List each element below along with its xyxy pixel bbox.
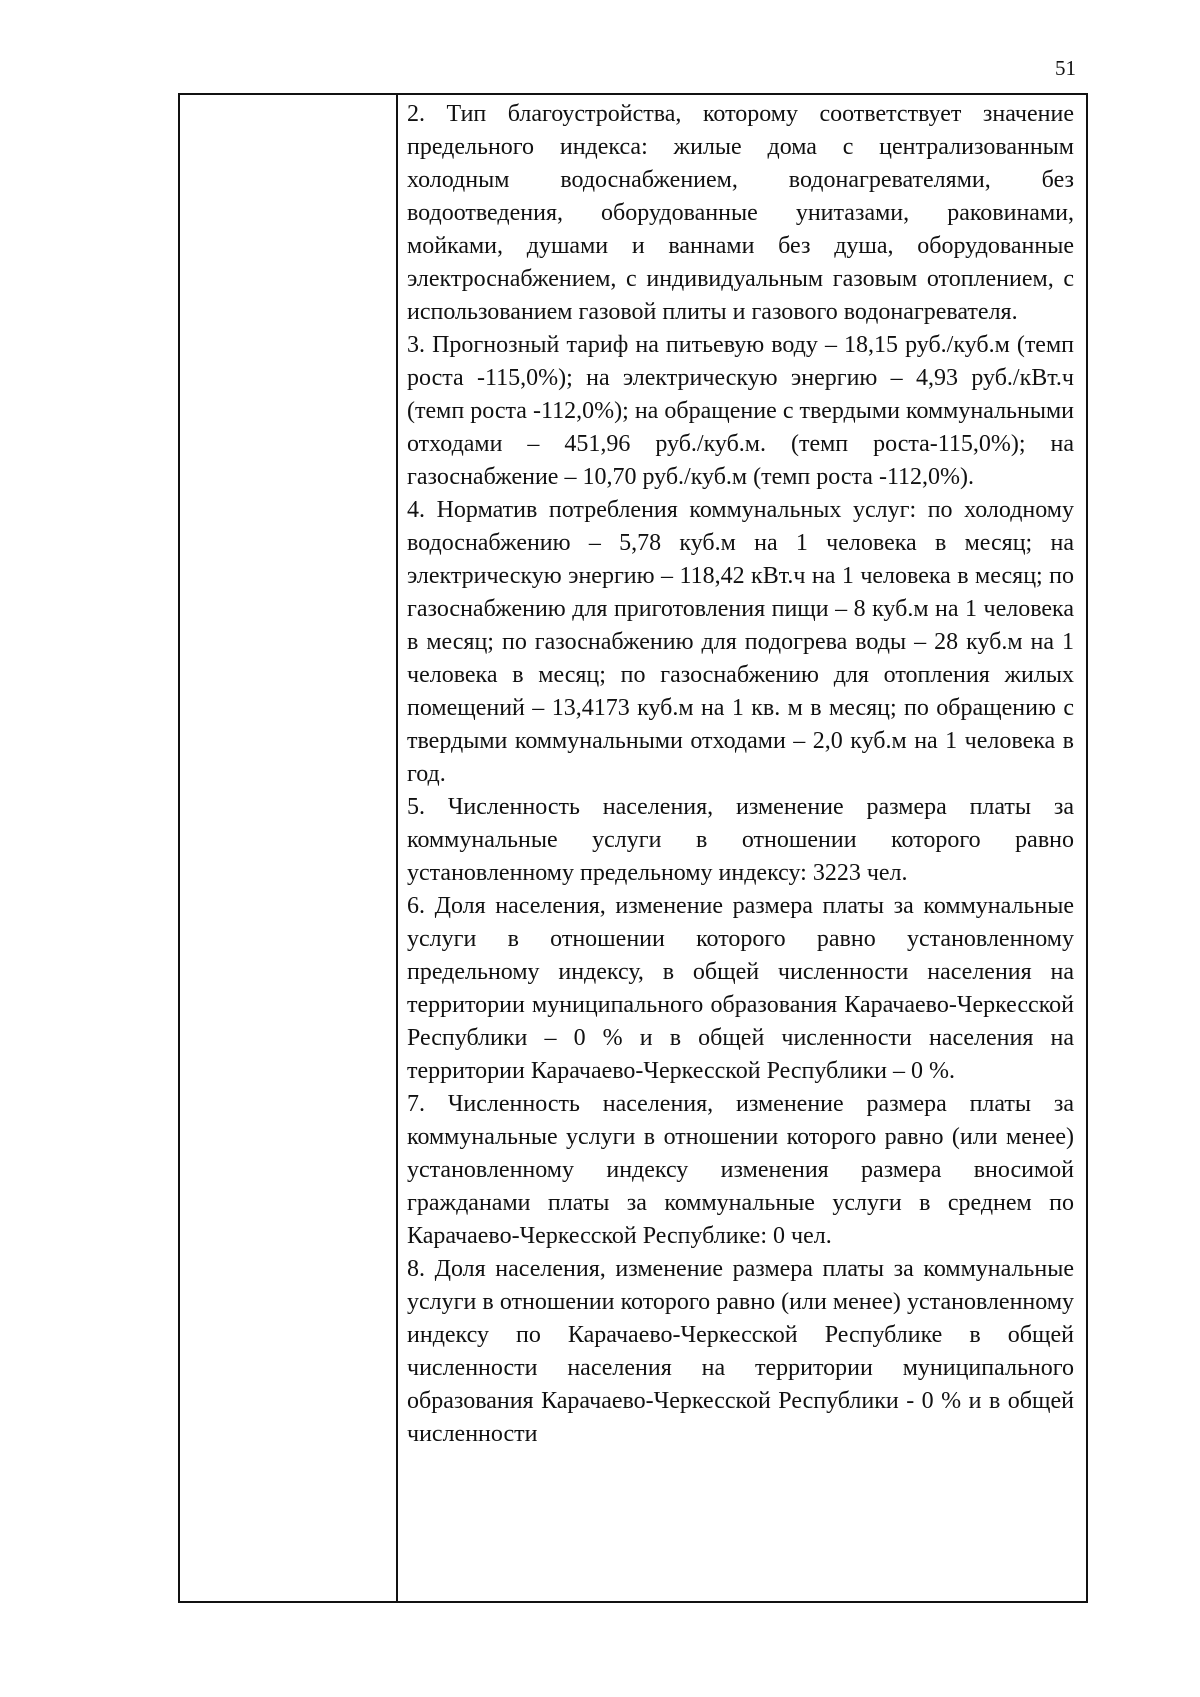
table-left-cell [180,95,398,1601]
document-table [178,93,1088,1603]
page-number: 51 [1055,56,1076,80]
paragraph-2: 2. Тип благоустройства, которому соответствует значение предельного индекса: жилые дома с централизованным холодным водоснабжением, водонагревателями, без водоотведения, оборудованные унитазами, раковинами, мойками, душами и ваннами без душа, оборудованные электроснабжением, с индивидуальным газовым отоплением, с использованием газовой плиты и газового водонагревателя. [407,101,1074,325]
paragraph-4: 4. Норматив потребления коммунальных услуг: по холодному водоснабжению – 5,78 куб.м на 1 человека в месяц; на электрическую энергию – 118,42 кВт.ч на 1 человека в месяц; по газоснабжению для приготовления пищи – 8 куб.м на 1 человека в месяц; по газоснабжению для подогрева воды – 28 куб.м на 1 человека в месяц; по газоснабжению для отопления жилых помещений – 13,4173 куб.м на 1 кв. м в месяц; по обращению с твердыми коммунальными отходами – 2,0 куб.м на 1 человека в год. [407,497,1074,787]
paragraph-3: 3. Прогнозный тариф на питьевую воду – 18,15 руб./куб.м (темп роста -115,0%); на электрическую энергию – 4,93 руб./кВт.ч (темп роста -112,0%); на обращение с твердыми коммунальными отходами – 451,96 руб./куб.м. (темп роста-115,0%); на газоснабжение – 10,70 руб./куб.м (темп роста -112,0%). [407,332,1074,490]
paragraph-8: 8. Доля населения, изменение размера платы за коммунальные услуги в отношении которого равно (или менее) установленному индексу по Карачаево-Черкесской Республике в общей численности населения на территории муниципального образования Карачаево-Черкесской Республики - 0 % и в общей численности [407,1256,1074,1447]
paragraph-5: 5. Численность населения, изменение размера платы за коммунальные услуги в отношении которого равно установленному предельному индексу: 3223 чел. [407,794,1074,886]
table-right-cell [398,95,1086,1601]
paragraph-7: 7. Численность населения, изменение размера платы за коммунальные услуги в отношении которого равно (или менее) установленному индексу изменения размера вносимой гражданами платы за коммунальные услуги в среднем по Карачаево-Черкесской Республике: 0 чел. [407,1091,1074,1249]
paragraph-6: 6. Доля населения, изменение размера платы за коммунальные услуги в отношении которого равно установленному предельному индексу, в общей численности населения на территории муниципального образования Карачаево-Черкесской Республики – 0 % и в общей численности населения на территории Карачаево-Черкесской Республики – 0 %. [407,893,1074,1084]
